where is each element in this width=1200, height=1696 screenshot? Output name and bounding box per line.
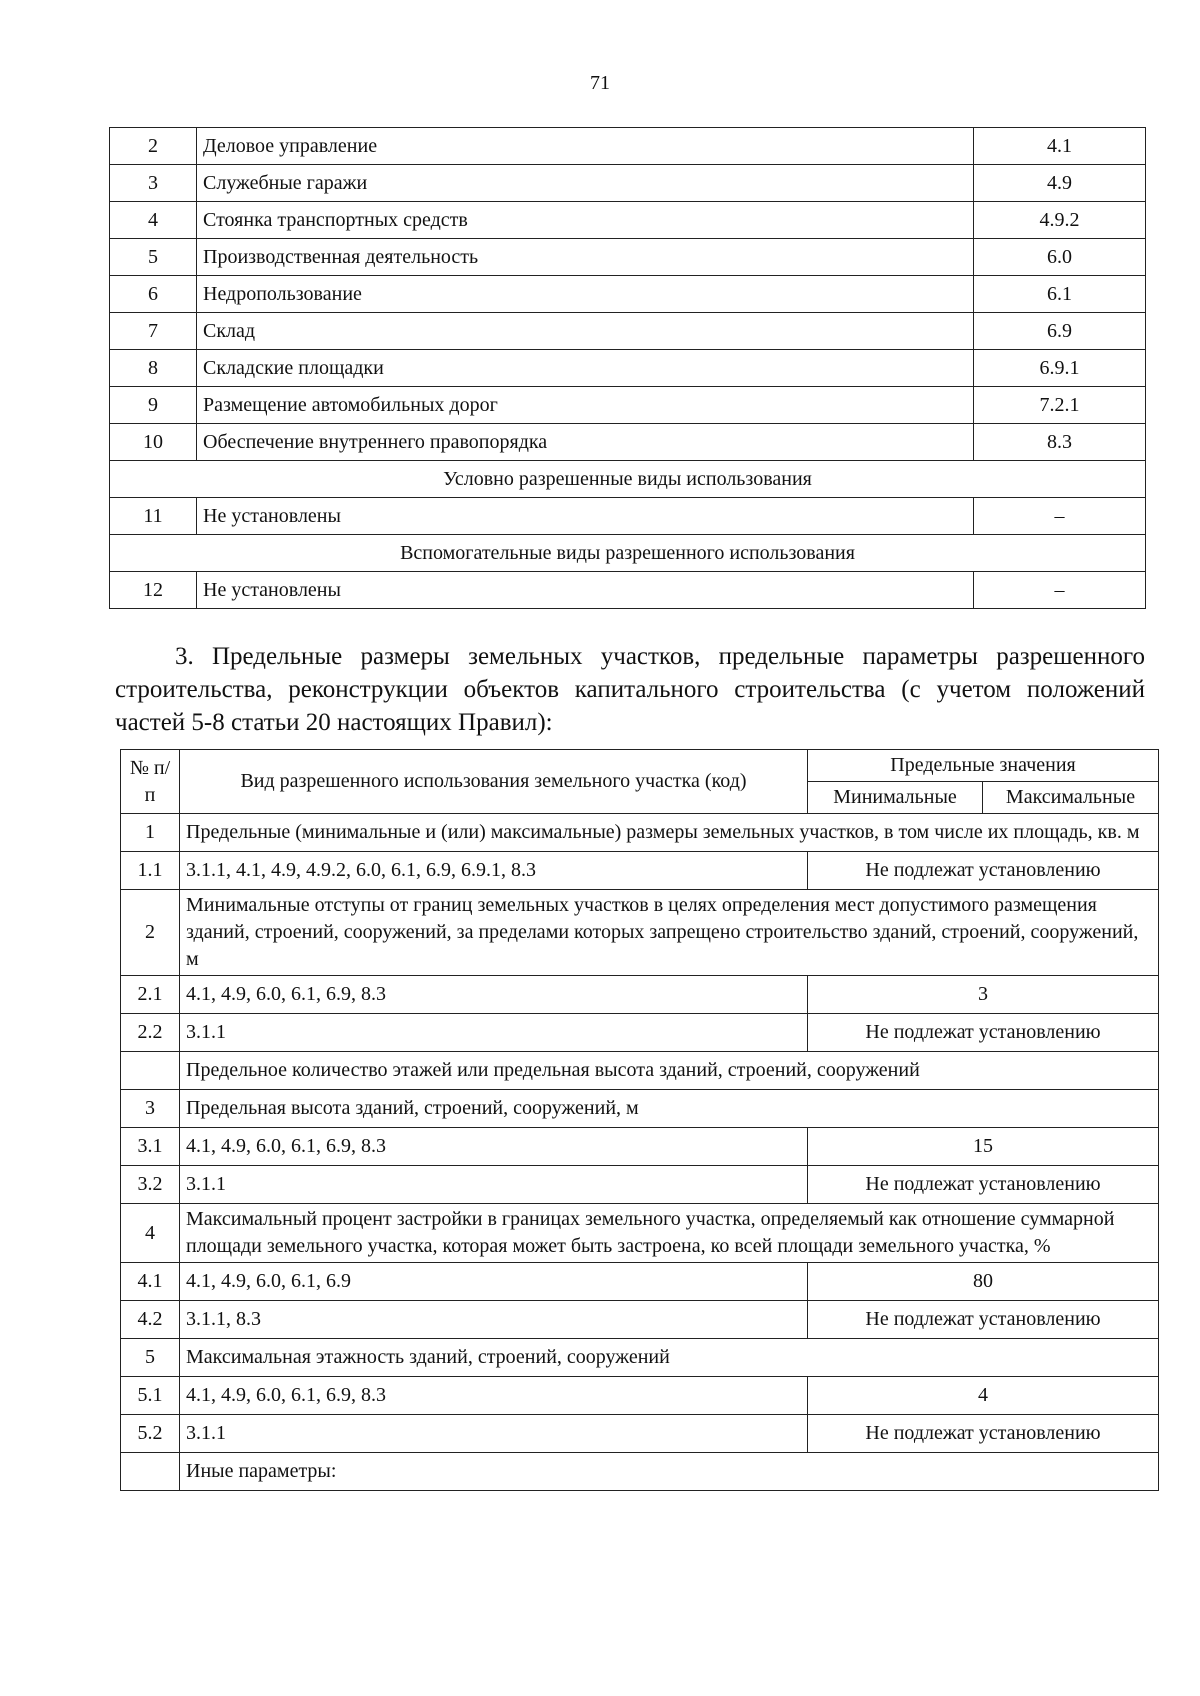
table-row: [121, 1090, 1159, 1128]
table-row: [121, 1339, 1159, 1377]
row-number: 6: [110, 276, 197, 313]
section-conditional-uses: Условно разрешенные виды использования: [110, 461, 1146, 498]
row-number: 3: [110, 165, 197, 202]
row-number: 4: [110, 202, 197, 239]
use-codes: 4.1, 4.9, 6.0, 6.1, 6.9: [180, 1263, 808, 1301]
parameter-description: Минимальные отступы от границ земельных участков в целях определения мест допустимого размещения зданий, строений, сооружений, за пределами которых запрещено строительство зданий, строений, сооружений, м: [180, 890, 1159, 976]
permitted-uses-table: [109, 127, 1146, 609]
use-codes: 4.1, 4.9, 6.0, 6.1, 6.9, 8.3: [180, 976, 808, 1014]
row-number: 4.2: [121, 1301, 180, 1339]
use-codes: 4.1, 4.9, 6.0, 6.1, 6.9, 8.3: [180, 1377, 808, 1415]
use-code: –: [974, 572, 1146, 609]
use-codes: 3.1.1, 4.1, 4.9, 4.9.2, 6.0, 6.1, 6.9, 6.9.1, 8.3: [180, 852, 808, 890]
row-number: 2.1: [121, 976, 180, 1014]
parameter-description: Предельная высота зданий, строений, сооружений, м: [180, 1090, 1159, 1128]
parameter-value: Не подлежат установлению: [808, 1014, 1159, 1052]
table-row: [121, 852, 1159, 890]
table-row: [121, 1052, 1159, 1090]
parameter-value: 80: [808, 1263, 1159, 1301]
use-codes: 3.1.1, 8.3: [180, 1301, 808, 1339]
row-number: 3.1: [121, 1128, 180, 1166]
row-number: 12: [110, 572, 197, 609]
table-row: [121, 814, 1159, 852]
page-number: 71: [590, 72, 610, 94]
section-row: [110, 461, 1146, 498]
use-name: Деловое управление: [197, 128, 974, 165]
use-name: Не установлены: [197, 572, 974, 609]
parameter-value: Не подлежат установлению: [808, 1415, 1159, 1453]
table-row: [110, 165, 1146, 202]
row-number: 5: [110, 239, 197, 276]
use-name: Склад: [197, 313, 974, 350]
row-number: [121, 1052, 180, 1090]
table-row: [110, 498, 1146, 535]
limit-parameters-table: [120, 749, 1159, 1491]
table-row: [121, 1263, 1159, 1301]
use-name: Недропользование: [197, 276, 974, 313]
header-max: Максимальные: [983, 782, 1159, 814]
use-name: Стоянка транспортных средств: [197, 202, 974, 239]
permitted-uses-table-body: [110, 128, 1146, 609]
row-number: 5.2: [121, 1415, 180, 1453]
use-code: 4.9: [974, 165, 1146, 202]
limit-parameters-table-body: [121, 814, 1159, 1491]
parameter-description: Максимальный процент застройки в границах земельного участка, определяемый как отношение суммарной площади земельного участка, которая может быть застроена, ко всей площади земельного участка, %: [180, 1204, 1159, 1263]
parameter-description: Предельные (минимальные и (или) максимальные) размеры земельных участков, в том числе их площадь, кв. м: [180, 814, 1159, 852]
row-number: 5: [121, 1339, 180, 1377]
use-codes: 4.1, 4.9, 6.0, 6.1, 6.9, 8.3: [180, 1128, 808, 1166]
table-row: [121, 1301, 1159, 1339]
table-row: [121, 890, 1159, 976]
use-codes: 3.1.1: [180, 1166, 808, 1204]
table-row: [121, 1128, 1159, 1166]
row-number: 10: [110, 424, 197, 461]
table-row: [110, 239, 1146, 276]
parameter-description: Предельное количество этажей или предельная высота зданий, строений, сооружений: [180, 1052, 1159, 1090]
table-row: [110, 276, 1146, 313]
header-num: № п/п: [121, 750, 180, 814]
use-code: 6.9: [974, 313, 1146, 350]
use-name: Размещение автомобильных дорог: [197, 387, 974, 424]
use-name: Служебные гаражи: [197, 165, 974, 202]
section-auxiliary-uses: Вспомогательные виды разрешенного использования: [110, 535, 1146, 572]
row-number: 4.1: [121, 1263, 180, 1301]
use-code: 4.9.2: [974, 202, 1146, 239]
row-number: 1: [121, 814, 180, 852]
section-row: [110, 535, 1146, 572]
use-name: Не установлены: [197, 498, 974, 535]
parameter-value: Не подлежат установлению: [808, 1166, 1159, 1204]
row-number: 9: [110, 387, 197, 424]
row-number: 2: [121, 890, 180, 976]
row-number: [121, 1453, 180, 1491]
use-name: Производственная деятельность: [197, 239, 974, 276]
use-code: 6.0: [974, 239, 1146, 276]
parameter-value: Не подлежат установлению: [808, 1301, 1159, 1339]
use-name: Складские площадки: [197, 350, 974, 387]
row-number: 2: [110, 128, 197, 165]
parameter-value: Не подлежат установлению: [808, 852, 1159, 890]
table-row: [121, 1377, 1159, 1415]
table-row: [121, 1204, 1159, 1263]
table-row: [121, 976, 1159, 1014]
use-code: 6.1: [974, 276, 1146, 313]
header-limits: Предельные значения: [808, 750, 1159, 782]
table-row: [110, 387, 1146, 424]
table-row: [110, 424, 1146, 461]
parameter-description: Иные параметры:: [180, 1453, 1159, 1491]
table-row: [121, 1014, 1159, 1052]
header-min: Минимальные: [808, 782, 983, 814]
table-row: [121, 1166, 1159, 1204]
use-codes: 3.1.1: [180, 1014, 808, 1052]
row-number: 4: [121, 1204, 180, 1263]
use-code: 8.3: [974, 424, 1146, 461]
use-code: –: [974, 498, 1146, 535]
use-name: Обеспечение внутреннего правопорядка: [197, 424, 974, 461]
use-code: 7.2.1: [974, 387, 1146, 424]
header-use-type: Вид разрешенного использования земельного участка (код): [180, 750, 808, 814]
table-row: [110, 313, 1146, 350]
use-code: 6.9.1: [974, 350, 1146, 387]
table-row: [110, 350, 1146, 387]
parameter-value: 4: [808, 1377, 1159, 1415]
use-code: 4.1: [974, 128, 1146, 165]
table-row: [110, 572, 1146, 609]
row-number: 5.1: [121, 1377, 180, 1415]
row-number: 3: [121, 1090, 180, 1128]
use-codes: 3.1.1: [180, 1415, 808, 1453]
section-3-paragraph: 3. Предельные размеры земельных участков, предельные параметры разрешенного строительства, реконструкции объектов капитального строительства (с учетом положений частей 5-8 статьи 20 настоящих Правил):: [115, 643, 1145, 736]
row-number: 11: [110, 498, 197, 535]
row-number: 8: [110, 350, 197, 387]
row-number: 2.2: [121, 1014, 180, 1052]
parameter-value: 3: [808, 976, 1159, 1014]
table-row: [110, 202, 1146, 239]
row-number: 7: [110, 313, 197, 350]
row-number: 3.2: [121, 1166, 180, 1204]
parameter-description: Максимальная этажность зданий, строений, сооружений: [180, 1339, 1159, 1377]
table-row: [121, 1415, 1159, 1453]
table-row: [110, 128, 1146, 165]
row-number: 1.1: [121, 852, 180, 890]
parameter-value: 15: [808, 1128, 1159, 1166]
table-row: [121, 1453, 1159, 1491]
